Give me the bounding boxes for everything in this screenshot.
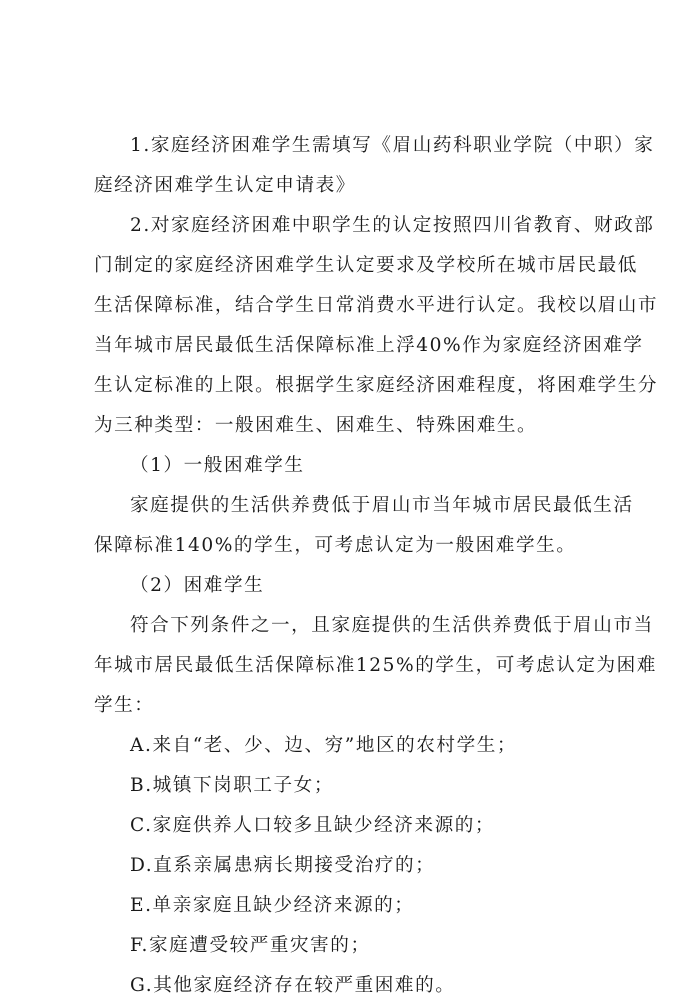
paragraph-2-line-6: 为三种类型：一般困难生、困难生、特殊困难生。 <box>94 415 538 436</box>
list-item: G.其他家庭经济存在较严重困难的。 <box>130 975 456 996</box>
paragraph-2-line-5: 生认定标准的上限。根据学生家庭经济困难程度，将困难学生分 <box>94 375 659 396</box>
paragraph-2-line-3: 生活保障标准，结合学生日常消费水平进行认定。我校以眉山市 <box>94 295 659 316</box>
list-item: B.城镇下岗职工子女； <box>130 775 334 796</box>
paragraph-4-line-3: 学生： <box>94 695 155 716</box>
paragraph-3-line-1: 家庭提供的生活供养费低于眉山市当年城市居民最低生活 <box>130 495 634 516</box>
paragraph-3-line-2: 保障标准140%的学生，可考虑认定为一般困难学生。 <box>94 535 577 556</box>
list-item: E.单亲家庭且缺少经济来源的； <box>130 895 415 916</box>
paragraph-4-line-2: 年城市居民最低生活保障标准125%的学生，可考虑认定为困难 <box>94 655 657 676</box>
paragraph-1-line-2: 庭经济困难学生认定申请表》 <box>94 175 356 196</box>
list-item: F.家庭遭受较严重灾害的； <box>130 935 371 956</box>
paragraph-2-line-1: 2.对家庭经济困难中职学生的认定按照四川省教育、财政部 <box>130 215 655 236</box>
paragraph-1-line-1: 1.家庭经济困难学生需填写《眉山药科职业学院（中职）家 <box>130 135 655 156</box>
heading-difficulty: （2）困难学生 <box>130 575 265 596</box>
paragraph-2-line-4: 当年城市居民最低生活保障标准上浮40%作为家庭经济困难学 <box>94 335 644 356</box>
paragraph-4-line-1: 符合下列条件之一，且家庭提供的生活供养费低于眉山市当 <box>130 615 654 636</box>
list-item: D.直系亲属患病长期接受治疗的； <box>130 855 436 876</box>
paragraph-2-line-2: 门制定的家庭经济困难学生认定要求及学校所在城市居民最低 <box>94 255 638 276</box>
list-item: C.家庭供养人口较多且缺少经济来源的； <box>130 815 496 836</box>
list-item: A.来自“老、少、边、穷”地区的农村学生； <box>130 735 517 756</box>
heading-general-difficulty: （1）一般困难学生 <box>130 455 305 476</box>
